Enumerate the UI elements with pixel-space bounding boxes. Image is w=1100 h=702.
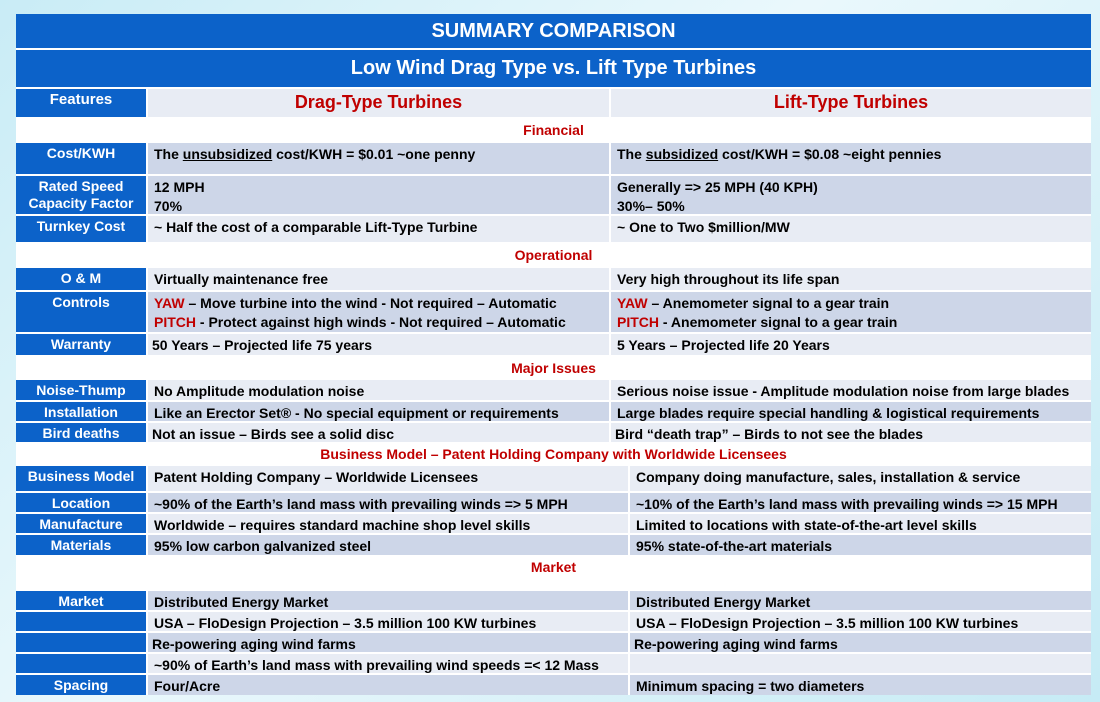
- table-row-market-3: [16, 631, 1091, 652]
- turnkey-label: Turnkey Cost: [16, 216, 148, 242]
- business-model-lift-cell: Company doing manufacture, sales, installation & service: [630, 466, 1091, 491]
- warranty-lift-cell: 5 Years – Projected life 20 Years: [611, 334, 1091, 355]
- spacing-label: Spacing: [16, 675, 148, 695]
- rated-speed-label: Rated Speed Capacity Factor: [16, 176, 148, 214]
- section-major-issues: Major Issues: [16, 355, 1091, 378]
- table-row-cost: [16, 141, 1091, 174]
- table-row-warranty: [16, 332, 1091, 355]
- section-market: Market: [16, 555, 1091, 589]
- market-1-drag-cell: Distributed Energy Market: [148, 591, 630, 610]
- noise-label: Noise-Thump: [16, 380, 148, 400]
- page-subtitle: Low Wind Drag Type vs. Lift Type Turbines: [16, 50, 1091, 87]
- cost-lift-cell: The subsidized cost/KWH = $0.08 ~eight pennies: [611, 143, 1091, 174]
- noise-drag-cell: No Amplitude modulation noise: [148, 380, 611, 400]
- controls-label: Controls: [16, 292, 148, 332]
- installation-drag-cell: Like an Erector Set® - No special equipment or requirements: [148, 402, 611, 421]
- market-2-label: [16, 612, 148, 631]
- column-header-row: [16, 87, 1091, 117]
- section-operational: Operational: [16, 242, 1091, 266]
- section-financial: Financial: [16, 117, 1091, 141]
- rated-drag-cell: 12 MPH 70%: [148, 176, 611, 214]
- drag-type-header: Drag-Type Turbines: [148, 89, 611, 117]
- market-4-lift-cell: [630, 654, 1091, 673]
- comparison-table: [16, 14, 1091, 695]
- business-model-label: Business Model: [16, 466, 148, 491]
- lift-type-header: Lift-Type Turbines: [611, 89, 1091, 117]
- market-3-drag-cell: Re-powering aging wind farms: [148, 633, 630, 652]
- market-4-label: [16, 654, 148, 673]
- table-row-market-1: [16, 589, 1091, 610]
- bird-deaths-label: Bird deaths: [16, 423, 148, 442]
- installation-lift-cell: Large blades require special handling & logistical requirements: [611, 402, 1091, 421]
- location-lift-cell: ~10% of the Earth’s land mass with prevailing winds => 15 MPH: [630, 493, 1091, 512]
- cost-drag-cell: The unsubsidized cost/KWH = $0.01 ~one penny: [148, 143, 611, 174]
- om-drag-cell: Virtually maintenance free: [148, 268, 611, 290]
- table-row-rated-speed: [16, 174, 1091, 214]
- market-1-lift-cell: Distributed Energy Market: [630, 591, 1091, 610]
- table-row-installation: [16, 400, 1091, 421]
- market-4-drag-cell: ~90% of Earth’s land mass with prevailing wind speeds =< 12 Mass: [148, 654, 630, 673]
- warranty-drag-cell: 50 Years – Projected life 75 years: [148, 334, 611, 355]
- location-label: Location: [16, 493, 148, 512]
- table-row-spacing: [16, 673, 1091, 695]
- market-2-lift-cell: USA – FloDesign Projection – 3.5 million 100 KW turbines: [630, 612, 1091, 631]
- om-label: O & M: [16, 268, 148, 290]
- market-label: Market: [16, 591, 148, 610]
- features-header: Features: [16, 89, 148, 117]
- rated-lift-cell: Generally => 25 MPH (40 KPH) 30%– 50%: [611, 176, 1091, 214]
- manufacture-drag-cell: Worldwide – requires standard machine shop level skills: [148, 514, 630, 533]
- bird-deaths-drag-cell: Not an issue – Birds see a solid disc: [148, 423, 611, 442]
- location-drag-cell: ~90% of the Earth’s land mass with prevailing winds => 5 MPH: [148, 493, 630, 512]
- turnkey-drag-cell: ~ Half the cost of a comparable Lift-Type Turbine: [148, 216, 611, 242]
- manufacture-lift-cell: Limited to locations with state-of-the-art level skills: [630, 514, 1091, 533]
- spacing-lift-cell: Minimum spacing = two diameters: [630, 675, 1091, 695]
- cost-label: Cost/KWH: [16, 143, 148, 174]
- table-row-materials: [16, 533, 1091, 555]
- controls-lift-cell: YAW – Anemometer signal to a gear train PITCH - Anemometer signal to a gear train: [611, 292, 1091, 332]
- spacing-drag-cell: Four/Acre: [148, 675, 630, 695]
- market-3-lift-cell: Re-powering aging wind farms: [630, 633, 1091, 652]
- market-2-drag-cell: USA – FloDesign Projection – 3.5 million 100 KW turbines: [148, 612, 630, 631]
- table-row-bird-deaths: [16, 421, 1091, 442]
- table-row-om: [16, 266, 1091, 290]
- section-business-model: Business Model – Patent Holding Company with Worldwide Licensees: [16, 442, 1091, 464]
- table-row-manufacture: [16, 512, 1091, 533]
- turnkey-lift-cell: ~ One to Two $million/MW: [611, 216, 1091, 242]
- bird-deaths-lift-cell: Bird “death trap” – Birds to not see the blades: [611, 423, 1091, 442]
- table-row-business-model: [16, 464, 1091, 491]
- controls-drag-cell: YAW – Move turbine into the wind - Not required – Automatic PITCH - Protect against high winds - Not required – Automatic: [148, 292, 611, 332]
- table-row-market-2: [16, 610, 1091, 631]
- business-model-drag-cell: Patent Holding Company – Worldwide Licensees: [148, 466, 630, 491]
- warranty-label: Warranty: [16, 334, 148, 355]
- table-row-location: [16, 491, 1091, 512]
- noise-lift-cell: Serious noise issue - Amplitude modulation noise from large blades: [611, 380, 1091, 400]
- market-3-label: [16, 633, 148, 652]
- page-title: SUMMARY COMPARISON: [16, 14, 1091, 50]
- om-lift-cell: Very high throughout its life span: [611, 268, 1091, 290]
- table-row-noise: [16, 378, 1091, 400]
- table-row-controls: [16, 290, 1091, 332]
- materials-lift-cell: 95% state-of-the-art materials: [630, 535, 1091, 555]
- manufacture-label: Manufacture: [16, 514, 148, 533]
- table-row-turnkey: [16, 214, 1091, 242]
- installation-label: Installation: [16, 402, 148, 421]
- materials-label: Materials: [16, 535, 148, 555]
- table-row-market-4: [16, 652, 1091, 673]
- materials-drag-cell: 95% low carbon galvanized steel: [148, 535, 630, 555]
